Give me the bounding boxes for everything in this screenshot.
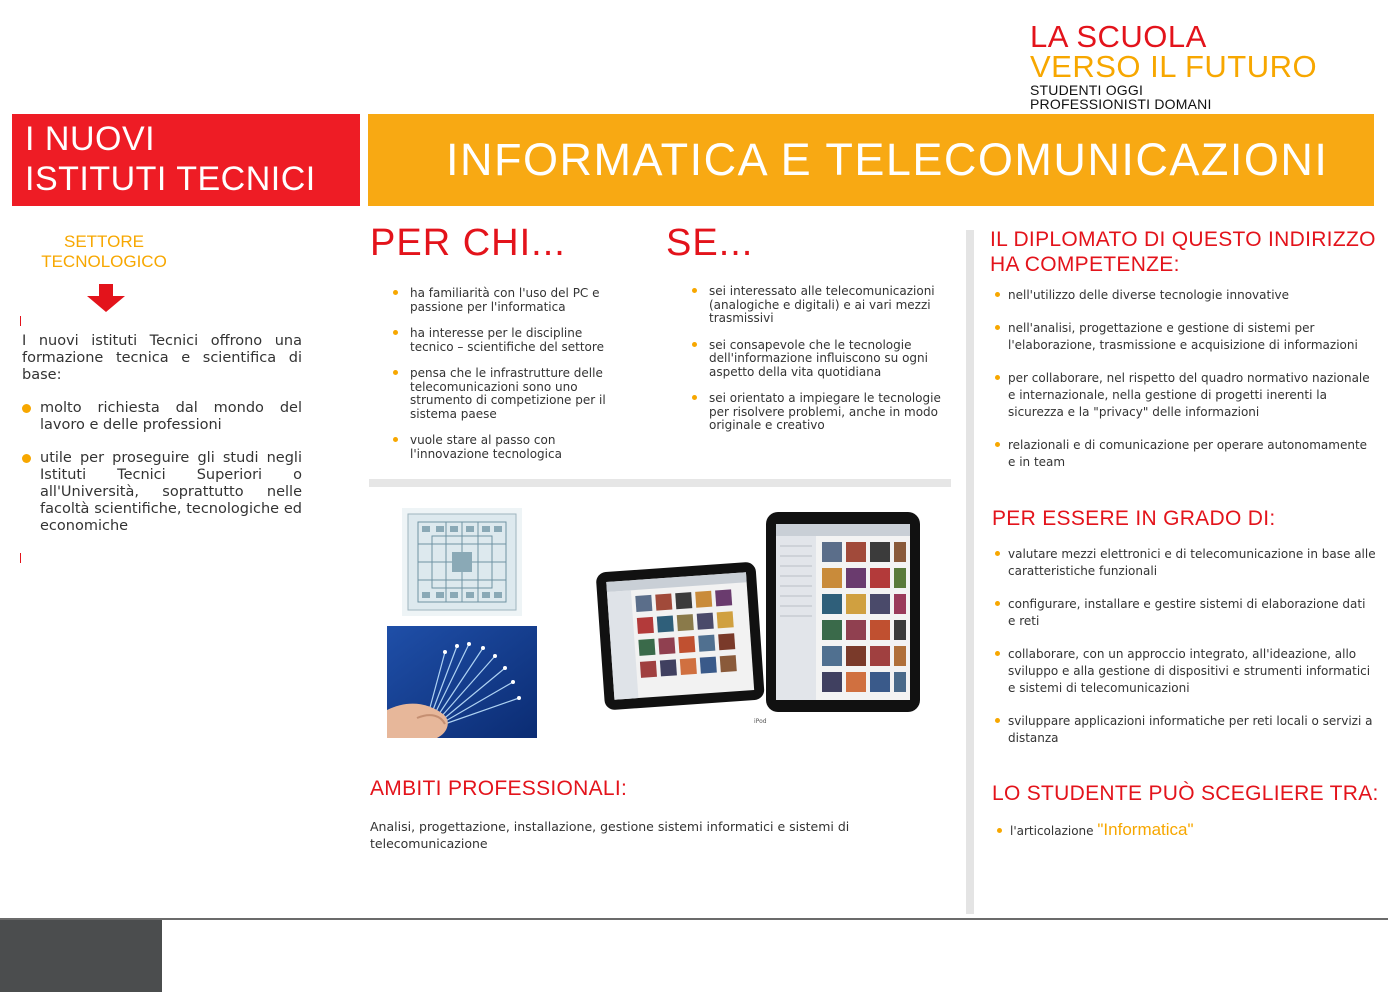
list-item: sei orientato a impiegare le tecnologie per risolvere problemi, anche in modo originale e creativo [689, 392, 941, 433]
bullet-icon [995, 601, 1000, 606]
footer-line [0, 918, 1388, 920]
header-left-line2: ISTITUTI TECNICI [25, 160, 316, 198]
bullet-icon [995, 718, 1000, 723]
bullet-icon [22, 454, 31, 463]
left-intro-text: I nuovi istituti Tecnici offrono una formazione tecnica e scientifica di base: [22, 333, 302, 383]
diplomato-heading [990, 227, 1380, 277]
brand-line1: LA SCUOLA [1030, 19, 1207, 54]
chip-image [402, 508, 522, 616]
bullet-icon [995, 292, 1000, 297]
device-caption: iPod [754, 718, 767, 725]
diplomato-heading-line2: HA COMPETENZE: [990, 253, 1180, 276]
bullet-icon [995, 325, 1000, 330]
column-divider [966, 230, 974, 914]
se-list [689, 285, 941, 433]
diplomato-list [992, 287, 1376, 471]
tablet-portrait-image [764, 510, 922, 714]
left-list [22, 400, 302, 551]
list-item: ha familiarità con l'uso del PC e passione per l'informatica [390, 287, 620, 314]
section-divider [369, 479, 951, 487]
bullet-icon [393, 370, 398, 375]
bullet-icon [997, 828, 1002, 833]
list-item: sviluppare applicazioni informatiche per reti locali o servizi a distanza [992, 713, 1376, 747]
bullet-icon [692, 342, 697, 347]
bullet-icon [393, 290, 398, 295]
header-left-banner [12, 114, 360, 206]
articolazione-highlight: "Informatica" [1097, 820, 1194, 839]
tablet-landscape-image [594, 553, 766, 713]
settore-line1: SETTORE [64, 232, 144, 251]
list-item: molto richiesta dal mondo del lavoro e delle professioni [22, 400, 302, 434]
bullet-icon [393, 437, 398, 442]
header-left-line1: I NUOVI [25, 120, 156, 158]
grado-list [992, 546, 1376, 747]
bullet-icon [22, 404, 31, 413]
brand-logo [1030, 19, 1370, 112]
list-item: vuole stare al passo con l'innovazione tecnologica [390, 434, 620, 461]
list-item: ha interesse per le discipline tecnico – scientifiche del settore [390, 327, 620, 354]
list-item: utile per proseguire gli studi negli Istituti Tecnici Superiori o all'Università, soprattutto nelle facoltà scientifiche, tecnologiche ed economiche [22, 450, 302, 535]
bullet-icon [995, 442, 1000, 447]
list-item: valutare mezzi elettronici e di telecomunicazione in base alle caratteristiche funzionali [992, 546, 1376, 580]
settore-line2: TECNOLOGICO [41, 252, 167, 271]
list-item: sei consapevole che le tecnologie dell'informazione influiscono su ogni aspetto della vita quotidiana [689, 339, 941, 380]
header-title-banner [368, 114, 1374, 206]
articolazione-prefix: l'articolazione [1010, 824, 1094, 838]
settore-label [30, 232, 178, 272]
list-item: pensa che le infrastrutture delle telecomunicazioni sono uno strumento di competizione per il sistema paese [390, 367, 620, 421]
list-item: collaborare, con un approccio integrato, all'ideazione, allo sviluppo e alla gestione di dispositivi e strumenti informatici e sistemi di telecomunicazioni [992, 646, 1376, 697]
list-item: sei interessato alle telecomunicazioni (analogiche e digitali) e ai vari mezzi trasmissivi [689, 285, 941, 326]
bullet-icon [995, 551, 1000, 556]
per-chi-list [390, 287, 620, 461]
divider-mark [20, 553, 21, 563]
studente-heading: LO STUDENTE PUÒ SCEGLIERE TRA: [992, 782, 1379, 805]
bullet-icon [692, 395, 697, 400]
list-item: nell'analisi, progettazione e gestione di sistemi per l'elaborazione, trasmissione e acquisizione di informazioni [992, 320, 1376, 354]
footer-block [0, 920, 162, 992]
grado-heading: PER ESSERE IN GRADO DI: [992, 507, 1276, 530]
list-item: nell'utilizzo delle diverse tecnologie innovative [992, 287, 1376, 304]
se-heading: SE... [666, 222, 754, 264]
arrow-down-icon [86, 284, 126, 312]
fiber-optic-image [387, 626, 537, 738]
diplomato-heading-line1: IL DIPLOMATO DI QUESTO INDIRIZZO [990, 228, 1376, 251]
page-title: INFORMATICA E TELECOMUNICAZIONI [446, 134, 1329, 185]
list-item: configurare, installare e gestire sistemi di elaborazione dati e reti [992, 596, 1376, 630]
list-item: per collaborare, nel rispetto del quadro normativo nazionale e internazionale, nella gestione di progetti inerenti la sicurezza e la "privacy" delle informazioni [992, 370, 1376, 421]
bullet-icon [692, 288, 697, 293]
bullet-icon [393, 330, 398, 335]
ambiti-text: Analisi, progettazione, installazione, gestione sistemi informatici e sistemi di telecomunicazione [370, 819, 850, 851]
bullet-icon [995, 375, 1000, 380]
articolazione-item [992, 820, 1194, 840]
list-item: relazionali e di comunicazione per operare autonomamente e in team [992, 437, 1376, 471]
per-chi-heading: PER CHI... [370, 222, 566, 264]
brand-line4: PROFESSIONISTI DOMANI [1030, 96, 1212, 112]
brand-line2: VERSO IL FUTURO [1030, 49, 1318, 84]
bullet-icon [995, 651, 1000, 656]
divider-mark [20, 316, 21, 326]
ambiti-heading: AMBITI PROFESSIONALI: [370, 777, 628, 800]
brand-line3: STUDENTI OGGI [1030, 82, 1144, 98]
